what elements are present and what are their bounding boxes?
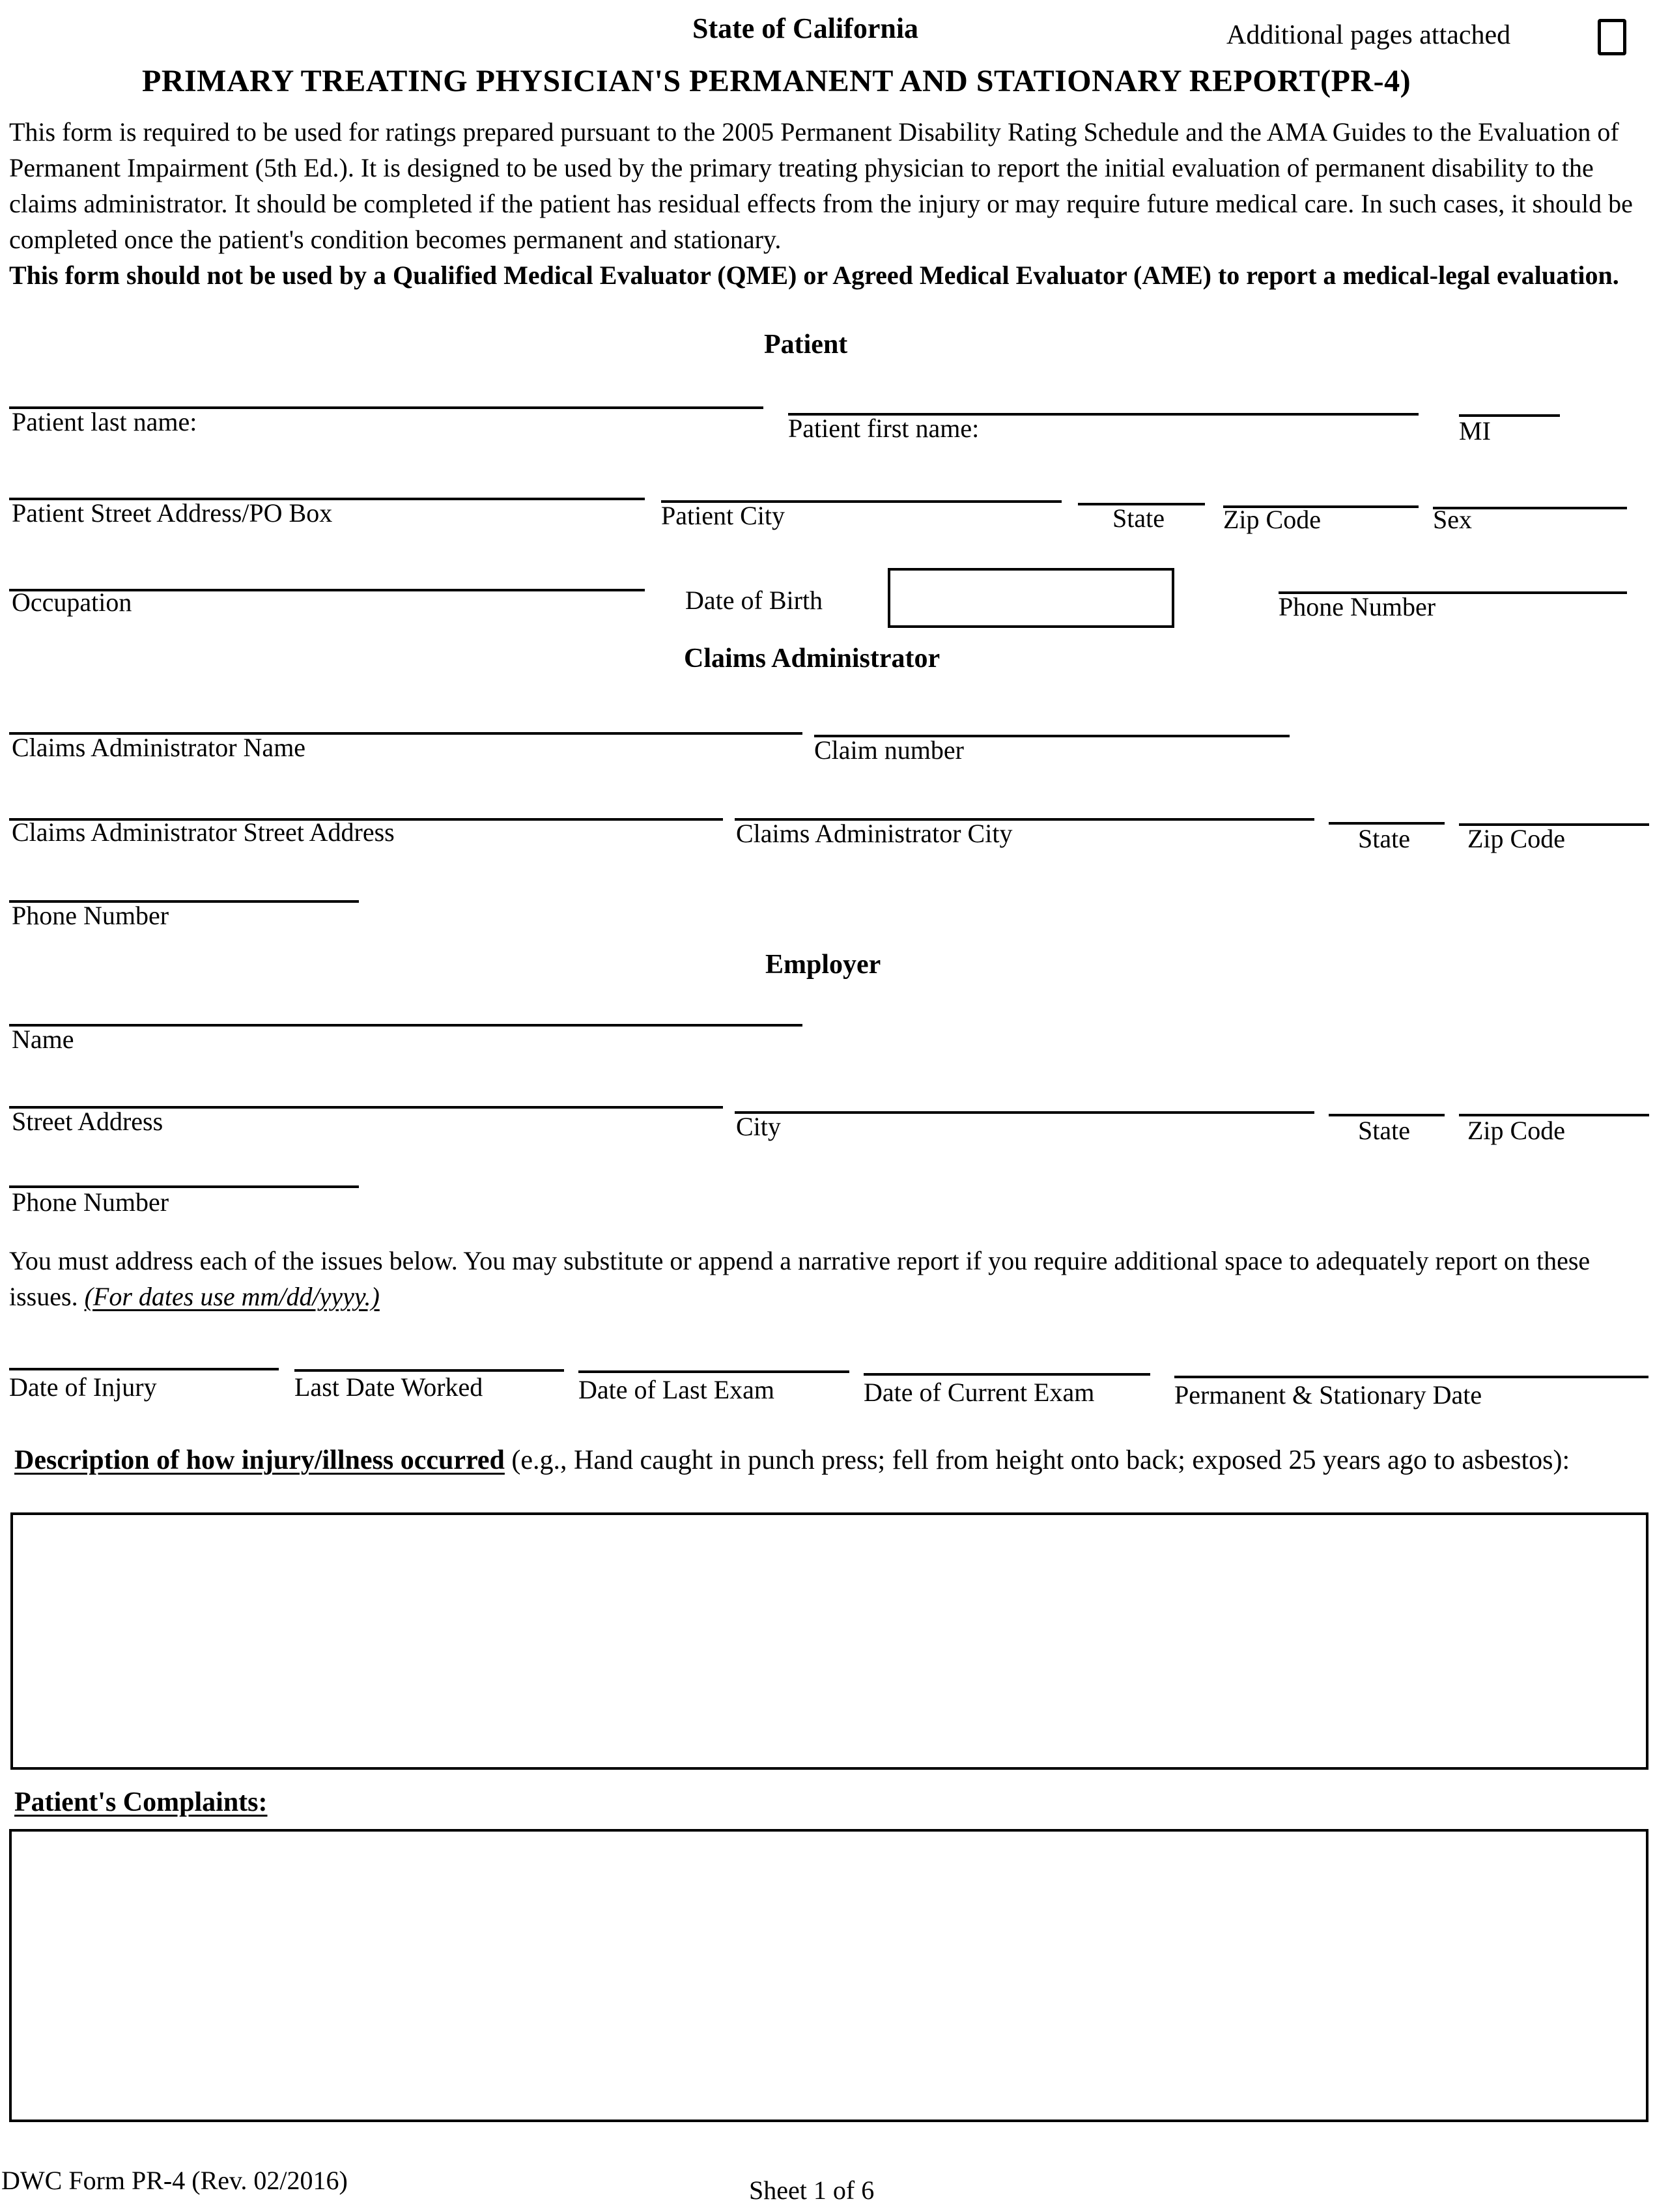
patient-street-label: Patient Street Address/PO Box <box>12 498 333 528</box>
description-prompt <box>14 1441 1636 1479</box>
form-title: PRIMARY TREATING PHYSICIAN'S PERMANENT AND STATIONARY REPORT(PR-4) <box>142 64 1411 98</box>
employer-zip-input[interactable] <box>1459 1077 1649 1116</box>
claims-admin-phone-label: Phone Number <box>12 901 169 930</box>
date-last-exam-label: Date of Last Exam <box>578 1375 774 1404</box>
patient-zip-label: Zip Code <box>1223 505 1321 534</box>
patient-city-input[interactable] <box>661 464 1062 503</box>
patient-occupation-input[interactable] <box>9 552 645 591</box>
additional-pages-checkbox[interactable] <box>1598 19 1626 55</box>
instructions-text <box>9 1243 1647 1314</box>
patient-first-name-input[interactable] <box>788 376 1419 416</box>
patient-city-label: Patient City <box>661 501 785 530</box>
description-label: Description of how injury/illness occurred <box>14 1445 505 1475</box>
patient-mi-label: MI <box>1459 416 1491 446</box>
patient-last-name-input[interactable] <box>9 370 763 409</box>
claims-admin-state-label: State <box>1358 824 1410 853</box>
date-format-hint: (For dates use mm/dd/yyyy.) <box>84 1282 380 1311</box>
claims-admin-state-input[interactable] <box>1329 786 1445 825</box>
state-header: State of California <box>692 12 919 44</box>
date-current-exam-label: Date of Current Exam <box>864 1378 1095 1407</box>
patient-occupation-label: Occupation <box>12 588 132 617</box>
claims-admin-name-input[interactable] <box>9 696 802 735</box>
patient-state-label: State <box>1112 503 1165 533</box>
claims-admin-heading: Claims Administrator <box>684 644 941 674</box>
claims-admin-street-label: Claims Administrator Street Address <box>12 817 395 847</box>
patient-first-name-label: Patient first name: <box>788 414 980 443</box>
employer-city-label: City <box>736 1112 781 1141</box>
patient-dob-label: Date of Birth <box>685 586 823 615</box>
employer-state-input[interactable] <box>1329 1077 1445 1116</box>
employer-street-label: Street Address <box>12 1107 163 1136</box>
claims-admin-street-input[interactable] <box>9 782 723 821</box>
employer-zip-label: Zip Code <box>1467 1116 1565 1145</box>
employer-phone-label: Phone Number <box>12 1187 169 1217</box>
additional-pages-label: Additional pages attached <box>1226 20 1511 50</box>
patient-phone-input[interactable] <box>1279 555 1627 594</box>
employer-city-input[interactable] <box>735 1075 1314 1114</box>
employer-name-label: Name <box>12 1025 74 1054</box>
description-textarea[interactable] <box>10 1512 1648 1770</box>
patient-sex-input[interactable] <box>1433 470 1627 509</box>
date-of-injury-label: Date of Injury <box>9 1372 157 1402</box>
claims-admin-city-label: Claims Administrator City <box>736 819 1013 848</box>
intro-paragraph: This form is required to be used for ratings prepared pursuant to the 2005 Permanent Disability Rating Schedule and the AMA Guides to the Evaluation of Permanent Impairment (5th Ed.). It is designed to be used by the primary treating physician to report the initial evaluation of permanent disability to the claims administrator. It should be completed if the patient has residual effects from the injury or may require future medical care. In such cases, it should be completed once the patient's condition becomes permanent and stationary. <box>9 117 1633 254</box>
claims-admin-zip-label: Zip Code <box>1467 824 1565 853</box>
patient-state-input[interactable] <box>1078 466 1205 505</box>
footer-sheet: Sheet 1 of 6 <box>749 2176 875 2205</box>
claim-number-input[interactable] <box>814 698 1290 737</box>
description-example: (e.g., Hand caught in punch press; fell from height onto back; exposed 25 years ago to asbestos): <box>504 1445 1570 1475</box>
patient-sex-label: Sex <box>1433 505 1472 534</box>
instructions-body: You must address each of the issues below. You may substitute or append a narrative report if you require additional space to adequately report on these issues. <box>9 1246 1591 1311</box>
footer-form-id: DWC Form PR-4 (Rev. 02/2016) <box>1 2166 348 2195</box>
employer-heading: Employer <box>765 950 881 980</box>
employer-name-input[interactable] <box>9 987 802 1027</box>
last-date-worked-input[interactable] <box>294 1333 564 1372</box>
complaints-label: Patient's Complaints: <box>14 1787 268 1817</box>
patient-last-name-label: Patient last name: <box>12 407 197 436</box>
patient-mi-input[interactable] <box>1459 378 1560 417</box>
date-last-exam-input[interactable] <box>578 1334 849 1373</box>
patient-dob-input[interactable] <box>888 568 1174 628</box>
date-current-exam-input[interactable] <box>864 1337 1150 1376</box>
employer-state-label: State <box>1358 1116 1410 1145</box>
claims-admin-zip-input[interactable] <box>1459 787 1649 826</box>
last-date-worked-label: Last Date Worked <box>294 1372 483 1402</box>
claims-admin-city-input[interactable] <box>735 782 1314 821</box>
ps-date-label: Permanent & Stationary Date <box>1174 1380 1482 1410</box>
employer-street-input[interactable] <box>9 1070 723 1109</box>
intro-warning: This form should not be used by a Qualified Medical Evaluator (QME) or Agreed Medical Evaluator (AME) to report a medical-legal evaluation. <box>9 261 1619 290</box>
claims-admin-phone-input[interactable] <box>9 864 359 903</box>
complaints-textarea[interactable] <box>9 1829 1648 2122</box>
employer-phone-input[interactable] <box>9 1149 359 1188</box>
claim-number-label: Claim number <box>814 735 964 765</box>
patient-heading: Patient <box>764 330 848 360</box>
patient-street-input[interactable] <box>9 461 645 500</box>
patient-zip-input[interactable] <box>1223 469 1419 508</box>
ps-date-input[interactable] <box>1174 1339 1648 1378</box>
patient-phone-label: Phone Number <box>1279 592 1436 621</box>
date-of-injury-input[interactable] <box>9 1331 279 1370</box>
claims-admin-name-label: Claims Administrator Name <box>12 733 306 762</box>
